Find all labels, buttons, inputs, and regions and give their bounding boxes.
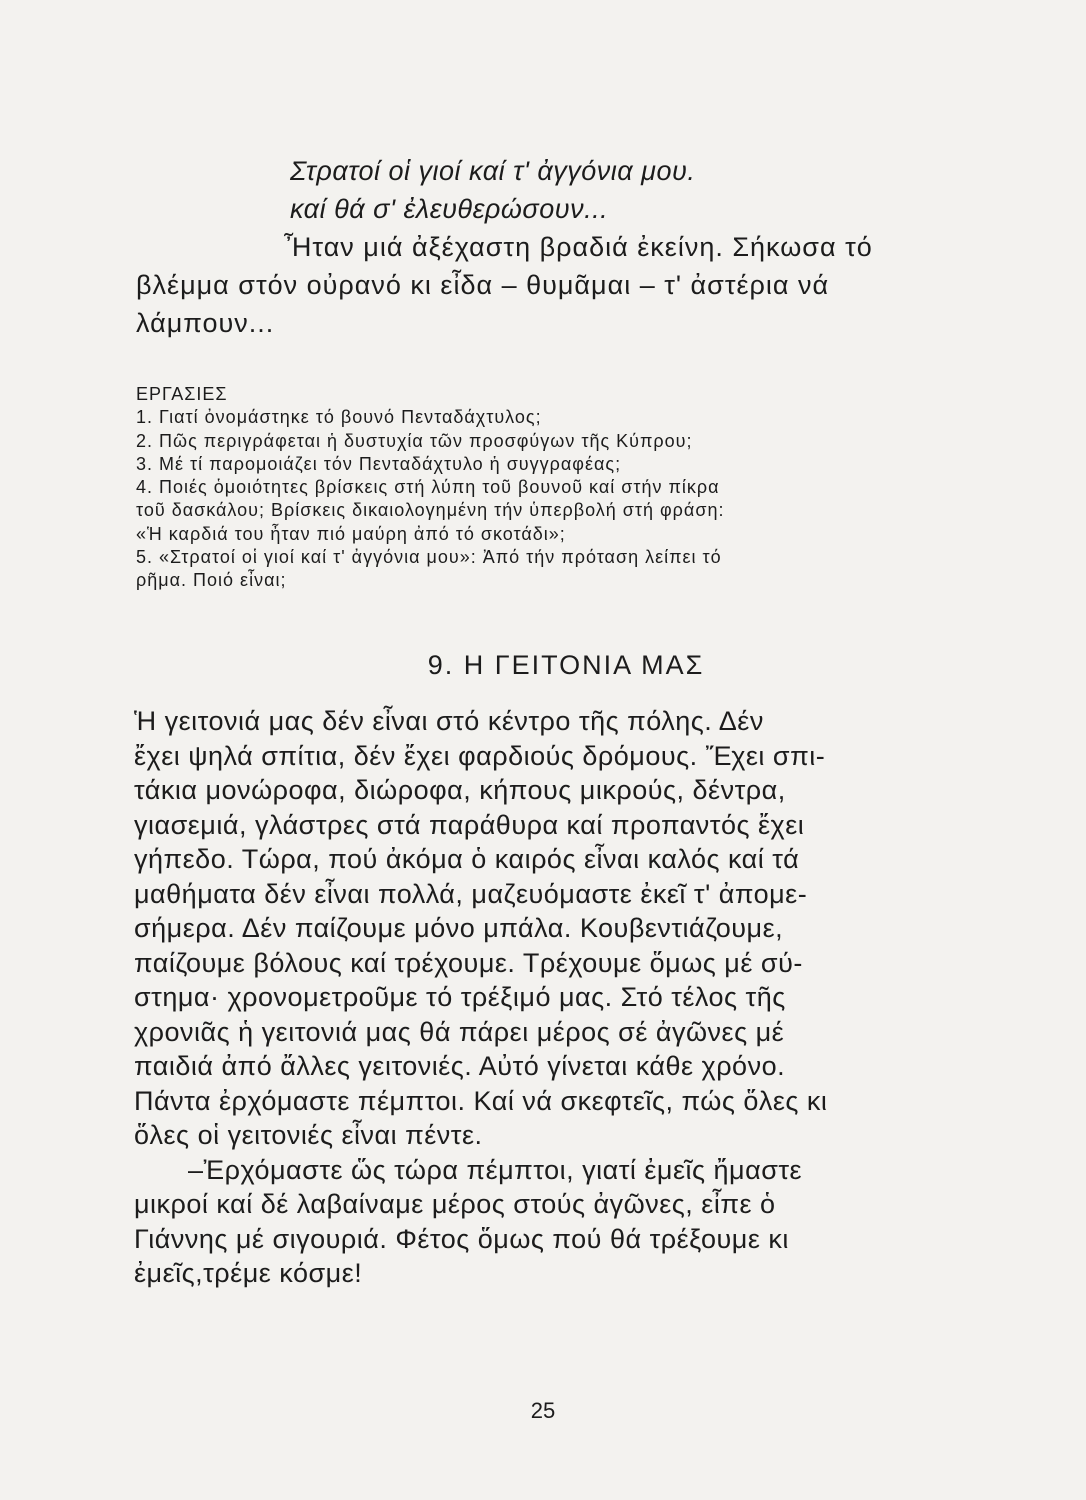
- body-line: Ἡ γειτονιά μας δέν εἶναι στό κέντρο τῆς πόλης. Δέν: [134, 706, 764, 736]
- body-line: μαθήματα δέν εἶναι πολλά, μαζευόμαστε ἐκεῖ τ' ἀπομε-: [134, 878, 808, 909]
- poem-block: [290, 152, 930, 228]
- chapter-title: 9. Η ΓΕΙΤΟΝΙΑ ΜΑΣ: [427, 650, 705, 680]
- body-line: στημα· χρονομετροῦμε τό τρέξιμό μας. Στό τέλος τῆς: [134, 982, 786, 1012]
- body-line: ὅλες οἱ γειτονιές εἶναι πέντε.: [134, 1120, 483, 1150]
- exercise-line: 4. Ποιές ὁμοιότητες βρίσκεις στή λύπη τοῦ βουνοῦ καί στήν πίκρα: [136, 477, 720, 498]
- body-line: μικροί καί δέ λαβαίναμε μέρος στούς ἀγῶνες, εἶπε ὁ: [134, 1189, 776, 1219]
- exercise-line: 5. «Στρατοί οἱ γιοί καί τ' ἀγγόνια μου»: Ἀπό τήν πρόταση λείπει τό: [136, 547, 722, 568]
- page-number: 25: [530, 1398, 556, 1423]
- body-line: σήμερα. Δέν παίζουμε μόνο μπάλα. Κουβεντιάζουμε,: [134, 913, 784, 943]
- body-line: Πάντα ἐρχόμαστε πέμπτοι. Καί νά σκεφτεῖς, πώς ὅλες κι: [134, 1085, 828, 1116]
- exercise-line: 1. Γιατί ὀνομάστηκε τό βουνό Πενταδάχτυλος;: [136, 407, 542, 428]
- body-line: γιασεμιά, γλάστρες στά παράθυρα καί προπαντός ἔχει: [134, 809, 805, 840]
- body-line: ἔχει ψηλά σπίτια, δέν ἔχει φαρδιούς δρόμους. Ἔχει σπι-: [134, 740, 826, 771]
- exercises-heading: ΕΡΓΑΣΙΕΣ: [136, 384, 228, 404]
- poem-line: καί θά σ' ἐλευθερώσουν...: [290, 194, 609, 224]
- exercise-line: 3. Μέ τί παρομοιάζει τόν Πενταδάχτυλο ἡ συγγραφέας;: [136, 453, 622, 474]
- intro-line: λάμπουν...: [136, 308, 275, 338]
- exercise-line: ρῆμα. Ποιό εἶναι;: [136, 570, 287, 591]
- poem-line: Στρατοί οἱ γιοί καί τ' ἀγγόνια μου.: [290, 156, 696, 186]
- body-line: χρονιᾶς ἡ γειτονιά μας θά πάρει μέρος σέ ἀγῶνες μέ: [134, 1016, 785, 1047]
- body-line: Γιάννης μέ σιγουριά. Φέτος ὅμως πού θά τρέξουμε κι: [134, 1223, 789, 1254]
- exercise-line: 2. Πῶς περιγράφεται ἡ δυστυχία τῶν προσφύγων τῆς Κύπρου;: [136, 430, 693, 451]
- body-line: τάκια μονώροφα, διώροφα, κήπους μικρούς, δέντρα,: [134, 775, 786, 805]
- body-line: ἐμεῖς,τρέμε κόσμε!: [134, 1258, 363, 1288]
- body-line: παίζουμε βόλους καί τρέχουμε. Τρέχουμε ὅμως μέ σύ-: [134, 947, 803, 978]
- intro-line: Ἦταν μιά ἀξέχαστη βραδιά ἐκείνη. Σήκωσα τό: [284, 232, 873, 262]
- body-line: γήπεδο. Τώρα, πού ἀκόμα ὁ καιρός εἶναι καλός καί τά: [134, 844, 800, 874]
- exercise-line: τοῦ δασκάλου; Βρίσκεις δικαιολογημένη τήν ὑπερβολή στή φράση:: [136, 500, 725, 521]
- body-line: –Ἐρχόμαστε ὥς τώρα πέμπτοι, γιατί ἐμεῖς ἤμαστε: [188, 1154, 803, 1185]
- exercises-section: [136, 383, 946, 593]
- chapter-body: [134, 704, 946, 1291]
- body-line: παιδιά ἀπό ἄλλες γειτονιές. Αὐτό γίνεται κάθε χρόνο.: [134, 1051, 786, 1081]
- exercise-line: «Ἡ καρδιά του ἦταν πιό μαύρη ἀπό τό σκοτάδι»;: [136, 523, 566, 544]
- intro-line: βλέμμα στόν οὐρανό κι εἶδα – θυμᾶμαι – τ' ἀστέρια νά: [136, 270, 830, 300]
- intro-paragraph: [136, 228, 936, 342]
